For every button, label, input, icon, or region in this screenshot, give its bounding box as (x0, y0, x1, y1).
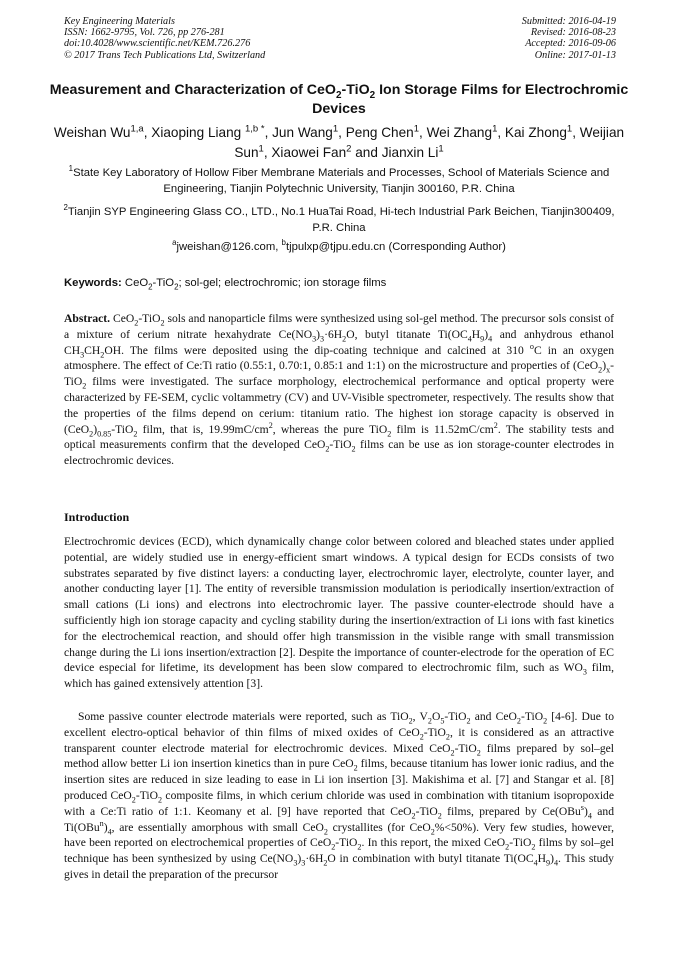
submission-dates (522, 16, 616, 61)
affiliation-1: $^1$State Key Laboratory of Hollow Fiber Membrane Materials and Processes, School of Materials Science and Engineering, Tianjin Polytechnic University, Tianjin 300160, P.R. China (68, 164, 610, 195)
date-online: Online: 2017-01-13 (534, 49, 616, 61)
affiliation-2: $^2$Tianjin SYP Engineering Glass CO., LTD., No.1 HuaTai Road, Hi-tech Industrial Park Beichen, Tianjin300409, P.R. China (63, 203, 615, 234)
paper-title: Measurement and Characterization of CeO$_2$-TiO$_2$ Ion Storage Films for Electrochromic Devices (49, 82, 629, 117)
author-emails: $^a$jweishan@126.com, $^b$tjpulxp@tjpu.edu.cn (Corresponding Author) (172, 238, 506, 253)
journal-issn: ISSN: 1662-9795, Vol. 726, pp 276-281 (64, 27, 225, 39)
journal-name: Key Engineering Materials (64, 16, 175, 27)
date-accepted: Accepted: 2016-09-06 (525, 38, 616, 50)
intro-paragraph-2: Some passive counter electrode materials were reported, such as TiO$_2$, $V_2O_5-TiO_2$ and CeO$_2$-TiO$_2$ [4-6]. Due to excellent electro-optical behavior of thin films of mixed oxides of CeO$_2$-TiO$_2$, it is considered as an attractive transparent counter electrode material for electrochromic devices. Mixed CeO$_2$-TiO$_2$ films prepared by sol–gel method allow better Li ion insertion kinetics than in pure CeO$_2$ films, because titanium has lower ionic radius, and the insertion sites are reduced in size leading to ease in Li ion insertion [3]. Makishima et al. [7] and Stangar et al. [8] produced CeO$_2$-TiO$_2$ composite films, in which cerium chloride was used in combination with titanium isopropoxide with a Ce:Ti ratio of 1:1. Keomany et al. [9] have reported that CeO$_2$-TiO$_2$ films, prepared by $Ce(OBu^s)_4$ and $Ti(OBu^n)_4$, are essentially amorphous with small CeO$_2$ crystallites (for CeO$_2$%<50%). Very few studies, however, have been reported on electrochemical properties of CeO$_2$-TiO$_2$. In this report, the mixed CeO$_2$-TiO$_2$ films by sol–gel technique has been synthesized by using $Ce(NO_3)_3\cdot 6H_2O$ in combination with butyl titanate $Ti(OC_4H_9)_4$. This study gives in detail the preparation of the precursor (64, 710, 615, 881)
date-revised: Revised: 2016-08-23 (530, 27, 616, 39)
journal-copyright: © 2017 Trans Tech Publications Ltd, Switzerland (64, 49, 266, 61)
section-heading-introduction: Introduction (64, 510, 130, 524)
keywords-label: Keywords: (64, 277, 125, 289)
abstract-label: Abstract. (64, 312, 111, 325)
keywords: Keywords: CeO$_2$-TiO$_2$; sol-gel; electrochromic; ion storage films (64, 277, 387, 292)
date-submitted: Submitted: 2016-04-19 (521, 16, 616, 27)
journal-info (64, 16, 265, 61)
intro-paragraph-1: Electrochromic devices (ECD), which dynamically change color between colored and bleached states under applied potential, are widely studied use in energy-efficient smart windows. A typical design for ECDs consists of two substrates separated by five distinct layers: a conducting layer, electrochromic layer, electrolyte, counter layer, and another conducting layer [1]. The entity of reversible transmission modulation is periodically insertion/extraction of small cations (Li ions) and electrons into electrochromic layer. The passive counter-electrode should have a sufficiently high ion storage capacity and cycling stability during the insertion/extraction of Li ions with fast kinetics for the electrochemical reaction, and should offer high transmission in the visible range with small transmission change during the Li ions insertion/extraction [2]. Despite the importance of counter-electrode for the operation of EC device especial for lifetime, its development has been slow compared to electrochromic film, such as $WO_3$ film, which has gained extensively attention [3]. (64, 535, 614, 691)
abstract: Abstract. CeO$_2$-TiO$_2$ sols and nanoparticle films were synthesized using sol-gel method. The precursor sols consist of a mixture of cerium nitrate hexahydrate $Ce(NO_3)_3\cdot 6H_2O$, butyl titanate $Ti(OC_4H_9)_4$ and anhydrous ethanol $CH_3CH_2OH$. The films were deposited using the dip-coating technique and calcined at 310 $^o$C in an oxygen atmosphere. The effect of Ce:Ti ratio (0.55:1, 0.70:1, 0.85:1 and 1:1) on the microstructure and properties of $(CeO_2)_x-TiO_2$ films were investigated. The surface morphology, electrochemical performance and optical property were characterized by FE-SEM, cyclic voltammetry (CV) and UV-Visible spectrometer, respectively. The results show that the properties of the films depend on cerium: titanium ratio. The highest ion storage capacity is observed in $(CeO_2)_{0.85}-TiO_2$ film, that is, $19.99mC/cm^2$, whereas the pure TiO$_2$ film is $11.52mC/cm^2$. The stability tests and optical measurements confirm that the developed CeO$_2$-TiO$_2$ films can be use as ion storage-counter electrodes in electrochromic devices. (64, 312, 615, 468)
journal-doi: doi:10.4028/www.scientific.net/KEM.726.276 (64, 38, 251, 50)
author-list: Weishan Wu$^{1,a}$, Xiaoping Liang $^{1,b *}$, Jun Wang$^1$, Peng Chen$^1$, Wei Zhang$^1$, Kai Zhong$^1$, Weijian Sun$^1$, Xiaowei Fan$^2$ and Jianxin Li$^1$ (53, 123, 625, 160)
